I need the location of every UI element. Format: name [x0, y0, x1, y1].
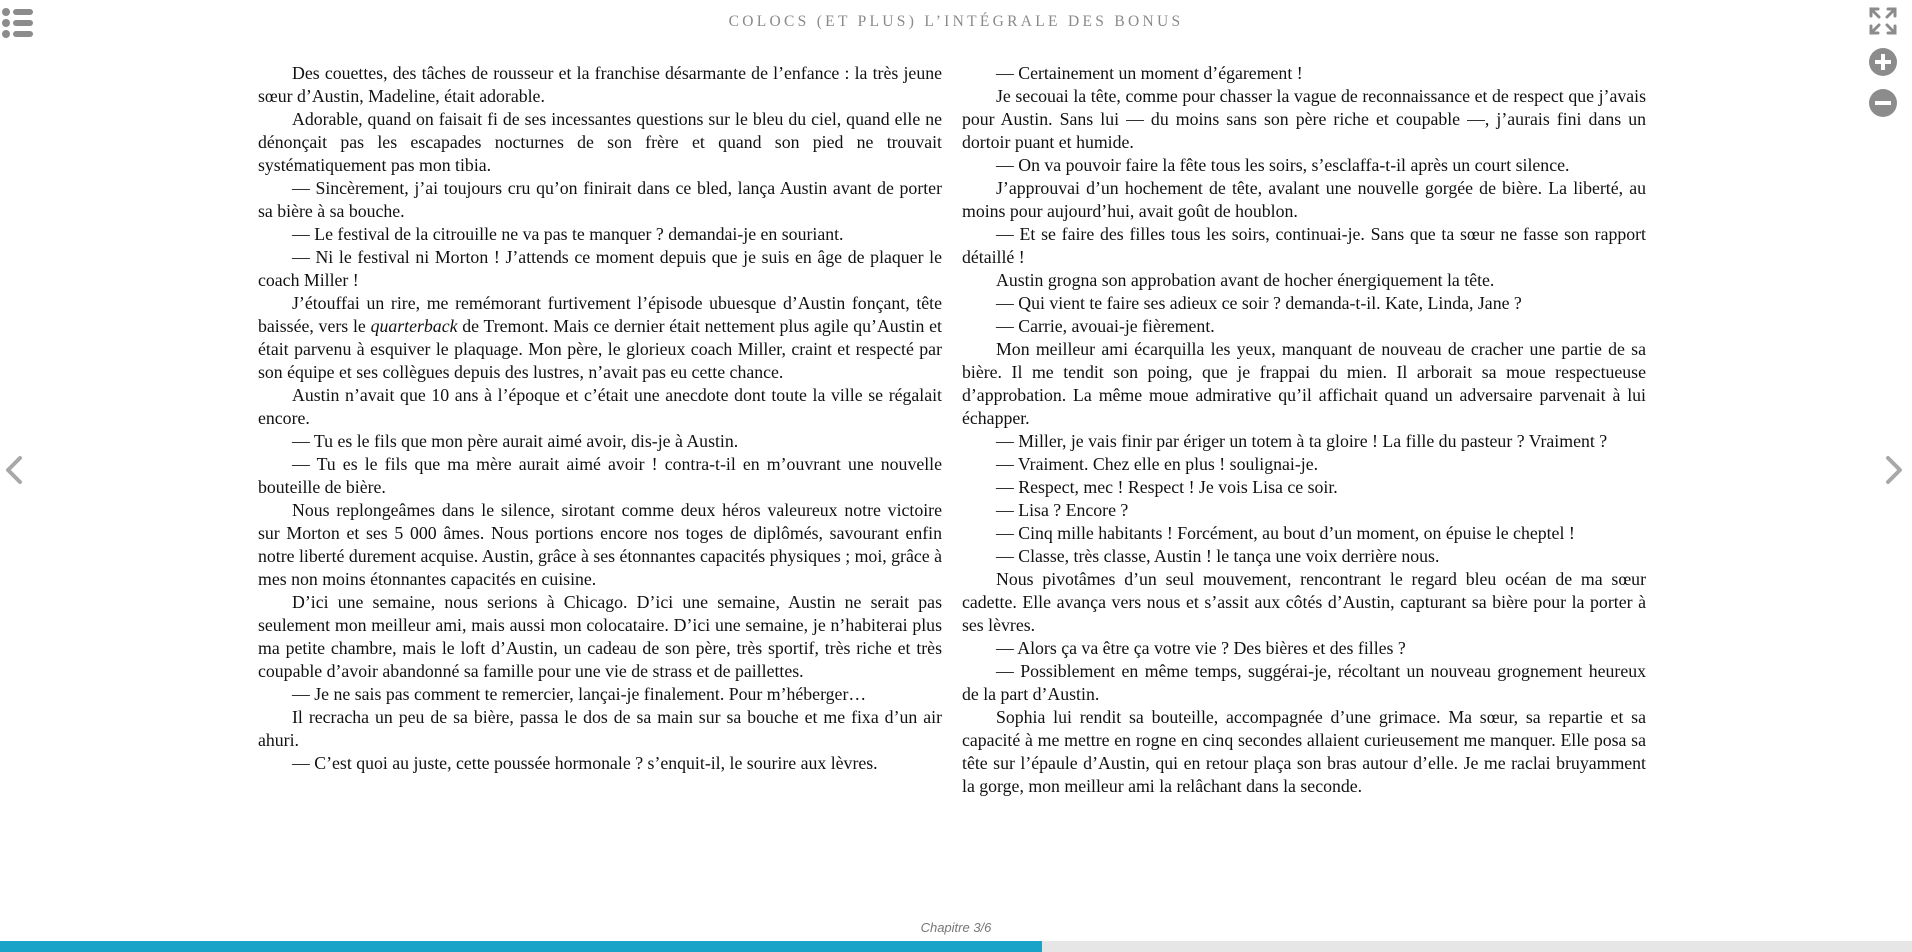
paragraph: — Je ne sais pas comment te remercier, lançai-je finalement. Pour m’héberger… [292, 684, 867, 704]
paragraph: Je secouai la tête, comme pour chasser la vague de reconnaissance et de respect que j’avais pour Austin. Sans lui — du moins sans son père riche et coupable —, j’aurais fini dans un dortoir puant et humide. [962, 86, 1646, 152]
paragraph: Sophia lui rendit sa bouteille, accompagnée d’une grimace. Ma sœur, sa repartie et sa capacité à me mettre en rogne en cinq secondes allaient curieusement me manquer. Elle posa sa tête sur l’épaule d’Austin, qui en retour plaça son bras autour d’elle. Je me raclai bruyamment la gorge, mon meilleur ami la relâchant dans la seconde. [962, 707, 1646, 796]
paragraph: Il recracha un peu de sa bière, passa le dos de sa main sur sa bouche et me fixa d’un air ahuri. [258, 707, 942, 750]
page-right-column [962, 62, 1646, 798]
fullscreen-icon [1868, 6, 1898, 36]
paragraph: — Miller, je vais finir par ériger un totem à ta gloire ! La fille du pasteur ? Vraiment ? [996, 431, 1608, 451]
paragraph: — Lisa ? Encore ? [996, 500, 1129, 520]
paragraph: Adorable, quand on faisait fi de ses incessantes questions sur le bleu du ciel, quand elle ne dénonçait pas les escapades nocturnes de son frère et quand son pied ne trouvait systématiquement pas mon tibia. [258, 109, 942, 175]
paragraph: — Classe, très classe, Austin ! le tança une voix derrière nous. [996, 546, 1440, 566]
paragraph: Austin n’avait que 10 ans à l’époque et c’était une anecdote dont toute la ville se régalait encore. [258, 385, 942, 428]
paragraph: J’approuvai d’un hochement de tête, avalant une nouvelle gorgée de bière. La liberté, au moins pour aujourd’hui, avait goût de houblon. [962, 178, 1646, 221]
reading-progress-fill [0, 941, 1042, 952]
paragraph: Des couettes, des tâches de rousseur et la franchise désarmante de l’enfance : la très jeune sœur d’Austin, Madeline, était adorable. [258, 63, 942, 106]
zoom-out-button[interactable] [1868, 88, 1898, 118]
paragraph: — Carrie, avouai-je fièrement. [996, 316, 1215, 336]
paragraph: Nous pivotâmes d’un seul mouvement, rencontrant le regard bleu océan de ma sœur cadette. Elle avança vers nous et s’assit aux côtés d’Austin, capturant sa bière pour la porter à ses lèvres. [962, 569, 1646, 635]
paragraph: — On va pouvoir faire la fête tous les soirs, s’esclaffa-t-il après un court silence. [996, 155, 1570, 175]
reading-progress-bar[interactable] [0, 941, 1912, 952]
chevron-right-icon [1882, 452, 1906, 488]
fullscreen-button[interactable] [1868, 6, 1898, 36]
paragraph: Nous replongeâmes dans le silence, sirotant comme deux héros valeureux notre victoire sur Morton et ses 5 000 âmes. Nous portions encore nos toges de diplômés, savourant enfin notre liberté durement acquise. Austin, grâce à ses étonnantes capacités physiques ; moi, grâce à mes non moins étonnantes capacités en cuisine. [258, 500, 942, 589]
chevron-left-icon [2, 452, 26, 488]
paragraph: — Tu es le fils que mon père aurait aimé avoir, dis-je à Austin. [292, 431, 739, 451]
previous-page-button[interactable] [2, 452, 26, 488]
paragraph: — C’est quoi au juste, cette poussée hormonale ? s’enquit-il, le sourire aux lèvres. [292, 753, 878, 773]
paragraph: — Possiblement en même temps, suggérai-je, récoltant un nouveau grognement heureux de la part d’Austin. [962, 661, 1646, 704]
zoom-in-button[interactable] [1868, 47, 1898, 77]
paragraph: — Et se faire des filles tous les soirs, continuai-je. Sans que ta sœur ne fasse son rapport détaillé ! [962, 224, 1646, 267]
paragraph: — Le festival de la citrouille ne va pas te manquer ? demandai-je en souriant. [292, 224, 844, 244]
reader-toolbar [1868, 6, 1900, 129]
paragraph: — Sincèrement, j’ai toujours cru qu’on finirait dans ce bled, lança Austin avant de porter sa bière à sa bouche. [258, 178, 942, 221]
next-page-button[interactable] [1882, 452, 1906, 488]
page-left-column [258, 62, 942, 775]
emphasis: quarterback [370, 316, 458, 336]
paragraph: — Qui vient te faire ses adieux ce soir ? demanda-t-il. Kate, Linda, Jane ? [996, 293, 1522, 313]
chapter-indicator: Chapitre 3/6 [920, 920, 992, 935]
zoom-out-icon [1868, 88, 1898, 118]
paragraph: — Respect, mec ! Respect ! Je vois Lisa ce soir. [996, 477, 1338, 497]
paragraph: Austin grogna son approbation avant de hocher énergiquement la tête. [996, 270, 1495, 290]
paragraph: — Certainement un moment d’égarement ! [996, 63, 1303, 83]
book-title: COLOCS (ET PLUS) L’INTÉGRALE DES BONUS [728, 13, 1184, 30]
paragraph: Mon meilleur ami écarquilla les yeux, manquant de nouveau de cracher une partie de sa bière. Il me tendit son poing, que je frappai du mien. Il arborait sa moue respectueuse d’approbation. La même moue admirative qu’il affichait quand un adversaire parvenait à lui échapper. [962, 339, 1646, 428]
paragraph: — Ni le festival ni Morton ! J’attends ce moment depuis que je suis en âge de plaquer le coach Miller ! [258, 247, 942, 290]
zoom-in-icon [1868, 47, 1898, 77]
paragraph: — Cinq mille habitants ! Forcément, au bout d’un moment, on épuise le cheptel ! [996, 523, 1575, 543]
paragraph: — Vraiment. Chez elle en plus ! soulignai-je. [996, 454, 1319, 474]
paragraph: J’étouffai un rire, me remémorant furtivement l’épisode ubuesque d’Austin fonçant, tête baissée, vers le quarterback de Tremont. Mais ce dernier était nettement plus agile qu’Austin et était parvenu à esquiver le plaquage. Mon père, le glorieux coach Miller, craint et respecté par son équipe et ses collègues depuis des lustres, n’avait pas eu cette chance. [258, 293, 942, 382]
paragraph: — Tu es le fils que ma mère aurait aimé avoir ! contra-t-il en m’ouvrant une nouvelle bouteille de bière. [258, 454, 942, 497]
paragraph: D’ici une semaine, nous serions à Chicago. D’ici une semaine, Austin ne serait pas seulement mon meilleur ami, mais aussi mon colocataire. D’ici une semaine, je n’habiterai plus ma petite chambre, mais le loft d’Austin, un cadeau de son père, très sportif, très riche et très coupable d’avoir abandonné sa famille pour une vie de strass et de paillettes. [258, 592, 942, 681]
paragraph: — Alors ça va être ça votre vie ? Des bières et des filles ? [996, 638, 1406, 658]
